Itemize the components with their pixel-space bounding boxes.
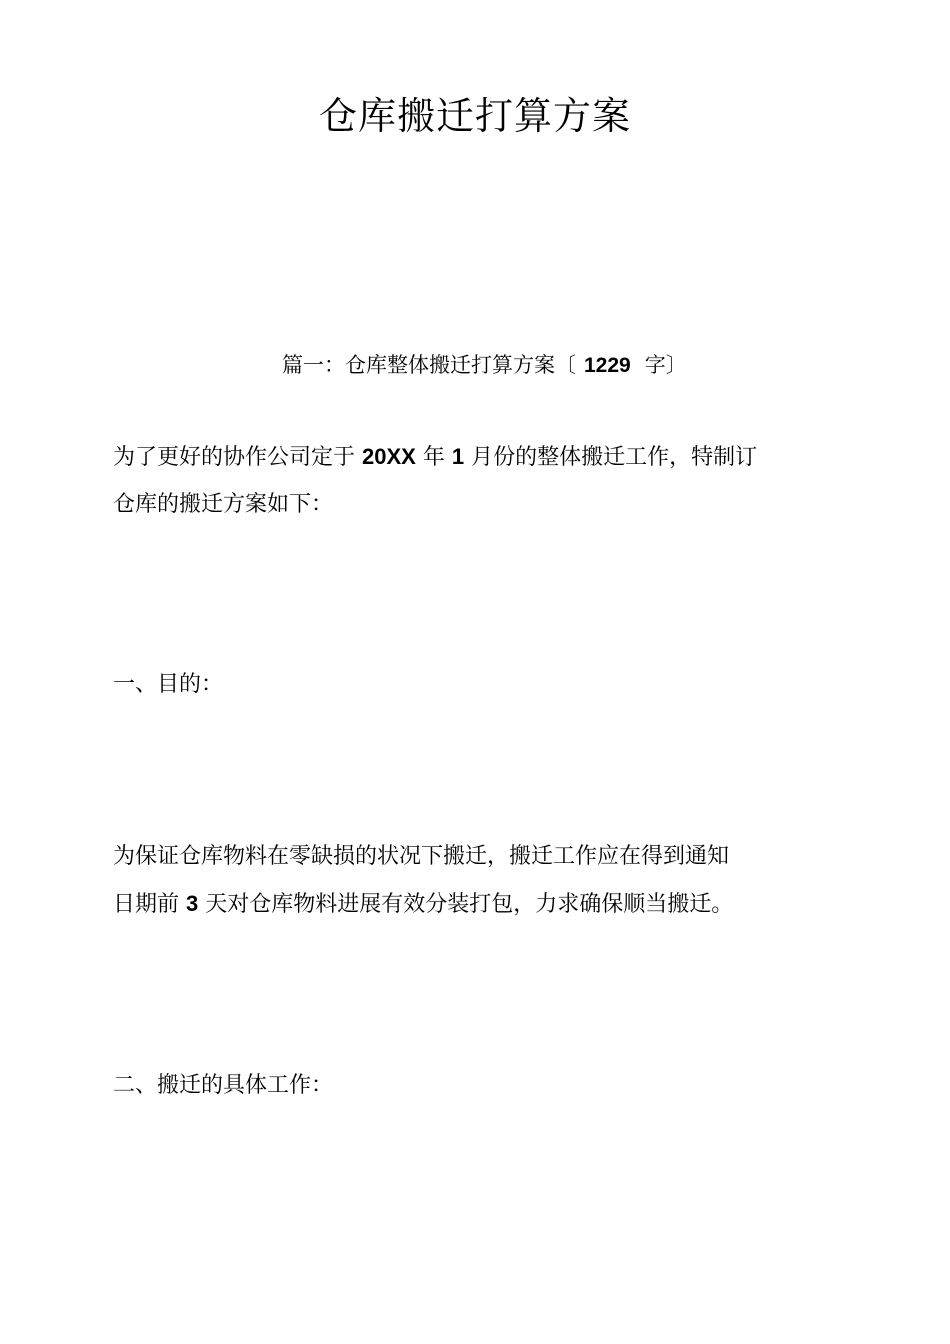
document-title: 仓库搬迁打算方案 [318, 94, 631, 138]
intro-text-a: 为了更好的协作公司定于 [113, 445, 362, 470]
goal-text-b: 天对仓库物料进展有效分装打包，力求确保顺当搬迁。 [198, 892, 734, 917]
intro-paragraph [113, 433, 833, 528]
section-title-suffix: 字〕 [644, 353, 687, 377]
heading-purpose: 一、目的： [113, 672, 224, 697]
intro-line-1 [113, 433, 833, 481]
goal-text-a: 日期前 [113, 892, 186, 917]
goal-line-2 [113, 880, 833, 928]
intro-line-2: 仓库的搬迁方案如下： [113, 492, 334, 517]
heading-relocation-work: 二、搬迁的具体工作： [113, 1073, 334, 1098]
section-title [282, 347, 687, 384]
intro-year: 20XX [362, 444, 416, 469]
goal-line-1: 为保证仓库物料在零缺损的状况下搬迁，搬迁工作应在得到通知 [113, 844, 730, 869]
section-title-prefix: 篇一：仓库整体搬迁打算方案〔 [282, 353, 576, 377]
goal-days: 3 [186, 891, 199, 916]
goal-paragraph [113, 833, 833, 928]
section-title-count: 1229 [584, 354, 631, 377]
intro-text-c: 月份的整体搬迁工作，特制订 [464, 445, 758, 470]
intro-month: 1 [451, 444, 465, 469]
intro-text-b: 年 [415, 445, 452, 470]
